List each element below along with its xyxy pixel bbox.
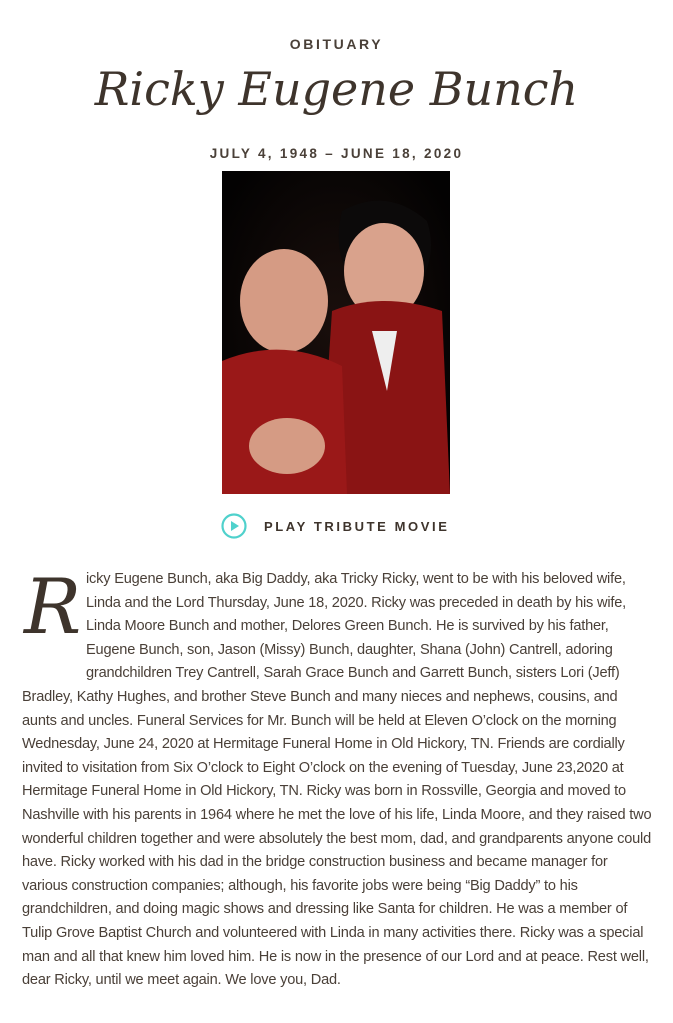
play-tribute-movie-button[interactable]: [221, 513, 450, 539]
deceased-name: Ricky Eugene Bunch: [94, 62, 579, 116]
obituary-paragraph: icky Eugene Bunch, aka Big Daddy, aka Tricky Ricky, went to be with his beloved wife, Linda and the Lord Thursday, June 18, 2020. Ricky was preceded in death by his wife, Linda Moore Bunch and mother, Delores Green Bunch. He is survived by his father, Eugene Bunch, son, Jason (Missy) Bunch, daughter, Shana (John) Cantrell, adoring grandchildren Trey Cantrell, Sarah Grace Bunch and Garrett Bunch, sisters Lori (Jeff) Bradley, Kathy Hughes, and brother Steve Bunch and many nieces and nephews, cousins, and aunts and uncles. Funeral Services for Mr. Bunch will be held at Eleven O’clock on the morning Wednesday, June 24, 2020 at Hermitage Funeral Home in Old Hickory, TN. Friends are cordially invited to visitation from Six O’clock to Eight O’clock on the evening of Tuesday, June 23,2020 at Hermitage Funeral Home in Old Hickory, TN. Ricky was born in Rossville, Georgia and moved to Nashville with his parents in 1964 where he met the love of his life, Linda Moore, and they raised two wonderful children together and were absolutely the best mom, dad, and grandparents anyone could have. Ricky worked with his dad in the bridge construction business and became manager for various construction companies; although, his favorite jobs were being “Big Daddy” to his grandchildren, and doing magic shows and dressing like Santa for children. He was a member of Tulip Grove Baptist Church and volunteered with Linda in many activities there. Ricky was a special man and all that knew him loved him. He is now in the presence of our Lord and at peace. Rest well, dear Ricky, until we meet again. We love you, Dad.: [22, 571, 652, 989]
section-eyebrow: OBITUARY: [289, 36, 384, 52]
obituary-text: [22, 562, 654, 993]
life-dates: JULY 4, 1948 – JUNE 18, 2020: [209, 146, 464, 161]
play-circle-icon: [221, 513, 247, 539]
play-tribute-movie-label: PLAY TRIBUTE MOVIE: [264, 518, 450, 534]
drop-cap: R: [24, 562, 82, 651]
portrait-photo: [222, 171, 450, 494]
